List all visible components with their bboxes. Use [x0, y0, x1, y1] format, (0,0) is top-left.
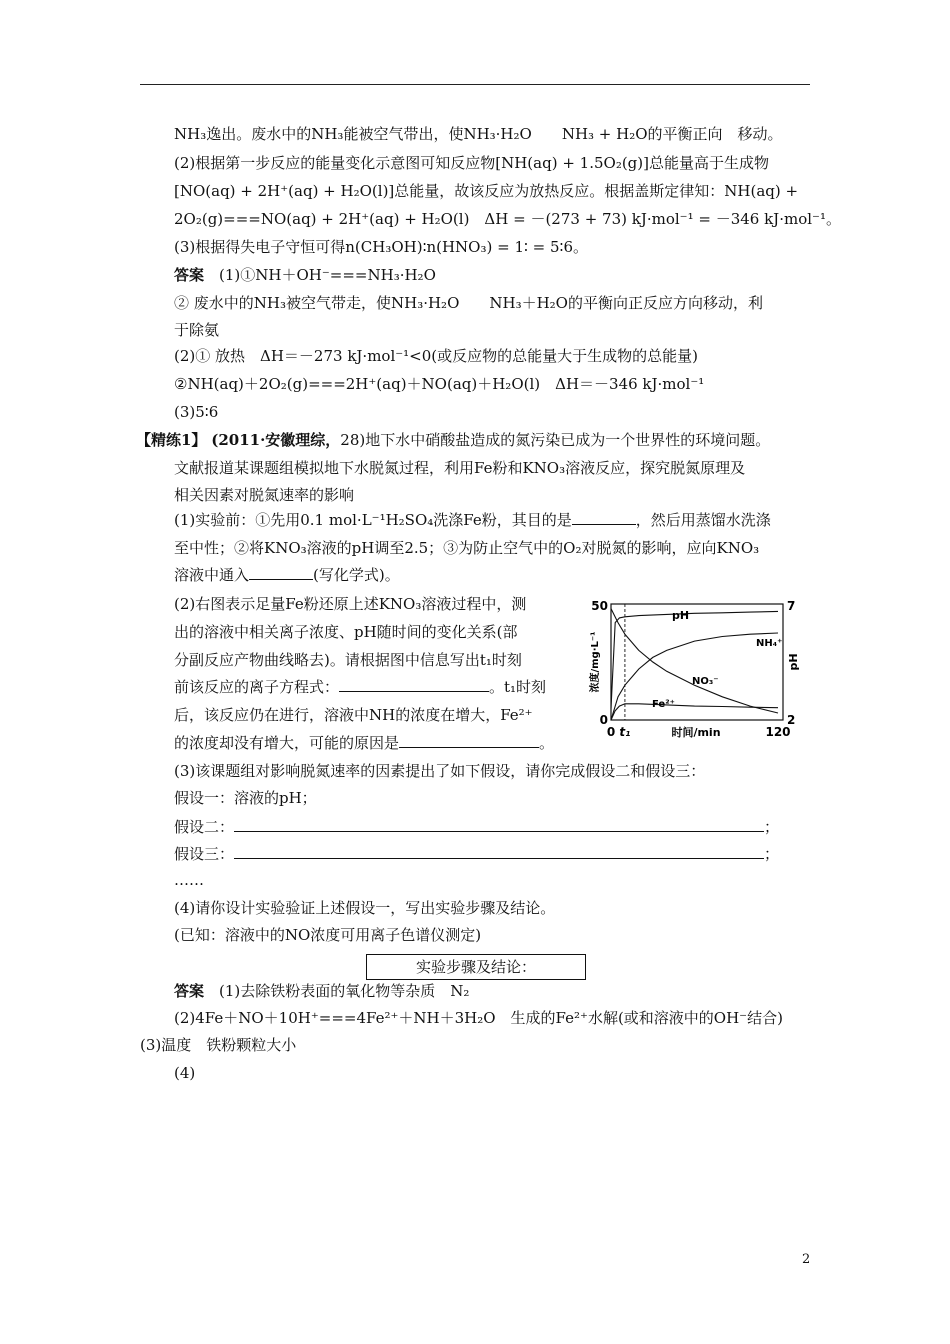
- question-text: 前该反应的离子方程式：: [174, 678, 340, 696]
- question-line: [174, 844, 779, 864]
- text-line: 分副反应产物曲线略去)。请根据图中信息写出t₁时刻: [174, 651, 522, 669]
- text-line: (已知：溶液中的NO浓度可用离子色谱仪测定): [174, 926, 482, 944]
- answer-label: 答案: [174, 266, 205, 284]
- question-text: 的浓度却没有增大，可能的原因是: [174, 734, 400, 752]
- steps-box: 实验步骤及结论：: [366, 954, 586, 980]
- text-line: (3)温度 铁粉颗粒大小: [140, 1036, 297, 1054]
- hypothesis-three-blank[interactable]: [234, 844, 764, 859]
- exercise-heading: [136, 430, 770, 450]
- series-label-fe2: Fe²⁺: [652, 699, 675, 710]
- text-line: NH₃逸出。废水中的NH₃能被空气带出，使NH₃·H₂O NH₃ + H₂O的平衡正向 移动。: [174, 125, 783, 143]
- text-line: 于除氨: [174, 321, 220, 339]
- question-line: [174, 733, 554, 753]
- series-label-no3: NO₃⁻: [692, 676, 719, 687]
- text-line: (4)请你设计实验验证上述假设一，写出实验步骤及结论。: [174, 899, 556, 917]
- y-left-tick-bottom: 0: [599, 713, 608, 727]
- text-line: 文献报道某课题组模拟地下水脱氮过程，利用Fe粉和KNO₃溶液反应，探究脱氮原理及: [174, 459, 746, 477]
- question-text: ；: [764, 818, 780, 836]
- page-number: 2: [802, 1252, 811, 1267]
- x-tick-0: 0: [606, 725, 616, 739]
- question-line: [174, 677, 546, 697]
- text-line: ② 废水中的NH₃被空气带走，使NH₃·H₂O NH₃＋H₂O的平衡向正反应方向移动，利: [174, 294, 763, 312]
- question-text: 假设二：: [174, 818, 235, 836]
- question-text: (写化学式)。: [313, 566, 400, 584]
- hypothesis-two-blank[interactable]: [234, 817, 764, 832]
- question-line: [174, 565, 400, 585]
- question-text: 。t₁时刻: [489, 678, 547, 696]
- plot-frame: [611, 604, 783, 720]
- answer-text: (1)去除铁粉表面的氧化物等杂质 N₂: [219, 982, 470, 1000]
- answer-label: 答案: [174, 982, 205, 1000]
- question-text: (1)实验前：①先用0.1 mol·L⁻¹H₂SO₄洗涤Fe粉，其目的是: [174, 511, 572, 529]
- y-right-axis-label: pH: [787, 653, 800, 671]
- question-text: 假设三：: [174, 845, 235, 863]
- series-line-2: [611, 609, 778, 713]
- y-left-axis-label: 浓度/mg·L⁻¹: [590, 631, 601, 693]
- text-line: (2)4Fe＋NO＋10H⁺===4Fe²⁺＋NH＋3H₂O 生成的Fe²⁺水解(或和溶液中的OH⁻结合): [174, 1009, 783, 1027]
- answer-blank[interactable]: [339, 677, 489, 692]
- x-tick-120: 120: [765, 725, 791, 739]
- text-line: 2O₂(g)===NO(aq) + 2H⁺(aq) + H₂O(l) ΔH = －(273 + 73) kJ·mol⁻¹ = －346 kJ·mol⁻¹。: [174, 210, 841, 228]
- text-line: ……: [174, 871, 204, 889]
- x-tick-t1: t₁: [619, 725, 631, 739]
- answer-blank[interactable]: [572, 510, 636, 525]
- answer-line: [174, 265, 436, 285]
- text-line: 假设一：溶液的pH；: [174, 789, 317, 807]
- text-line: (4): [174, 1064, 196, 1082]
- question-text: 。: [539, 734, 555, 752]
- answer-text: (1)①NH＋OH⁻===NH₃·H₂O: [219, 266, 436, 284]
- question-text: ，然后用蒸馏水洗涤: [635, 511, 771, 529]
- question-text: 溶液中通入: [174, 566, 250, 584]
- text-line: 至中性；②将KNO₃溶液的pH调至2.5；③为防止空气中的O₂对脱氮的影响，应向KNO₃: [174, 539, 760, 557]
- text-line: (2)右图表示足量Fe粉还原上述KNO₃溶液过程中，测: [174, 595, 527, 613]
- y-left-tick-top: 50: [591, 599, 608, 613]
- ion-concentration-chart: [584, 596, 810, 746]
- answer-blank[interactable]: [249, 565, 313, 580]
- y-right-tick-bottom: 2: [787, 713, 796, 727]
- text-line: 相关因素对脱氮速率的影响: [174, 486, 355, 504]
- exercise-label: 【精练1】: [136, 431, 207, 449]
- text-line: ②NH(aq)＋2O₂(g)===2H⁺(aq)＋NO(aq)＋H₂O(l) ΔH＝－346 kJ·mol⁻¹: [174, 375, 705, 393]
- text-line: (2)根据第一步反应的能量变化示意图可知反应物[NH(aq) + 1.5O₂(g)]总能量高于生成物: [174, 154, 769, 172]
- x-axis-label: 时间/min: [671, 726, 721, 739]
- text-line: (3)该课题组对影响脱氮速率的因素提出了如下假设，请你完成假设二和假设三：: [174, 762, 706, 780]
- text-line: 出的溶液中相关离子浓度、pH随时间的变化关系(部: [174, 623, 518, 641]
- y-right-tick-top: 7: [787, 599, 796, 613]
- answer-line: [174, 981, 469, 1001]
- series-line-0: [611, 611, 778, 708]
- series-label-ph: pH: [672, 609, 690, 622]
- question-text: ；: [764, 845, 780, 863]
- header-rule: [140, 84, 810, 85]
- series-label-nh4: NH₄⁺: [756, 638, 783, 649]
- exercise-source: (2011·安徽理综，: [211, 431, 341, 449]
- text-line: (3)根据得失电子守恒可得n(CH₃OH)∶n(HNO₃) = 1∶ = 5∶6。: [174, 238, 588, 256]
- text-line: (2)① 放热 ΔH＝－273 kJ·mol⁻¹<0(或反应物的总能量大于生成物的总能量): [174, 347, 698, 365]
- question-line: [174, 817, 779, 837]
- answer-blank[interactable]: [399, 733, 539, 748]
- question-line: [174, 510, 771, 530]
- exercise-text: 28)地下水中硝酸盐造成的氮污染已成为一个世界性的环境问题。: [340, 431, 771, 449]
- text-line: 后，该反应仍在进行，溶液中NH的浓度在增大，Fe²⁺: [174, 706, 533, 724]
- text-line: [NO(aq) + 2H⁺(aq) + H₂O(l)]总能量，故该反应为放热反应。根据盖斯定律知：NH(aq) +: [174, 182, 799, 200]
- text-line: (3)5∶6: [174, 403, 219, 421]
